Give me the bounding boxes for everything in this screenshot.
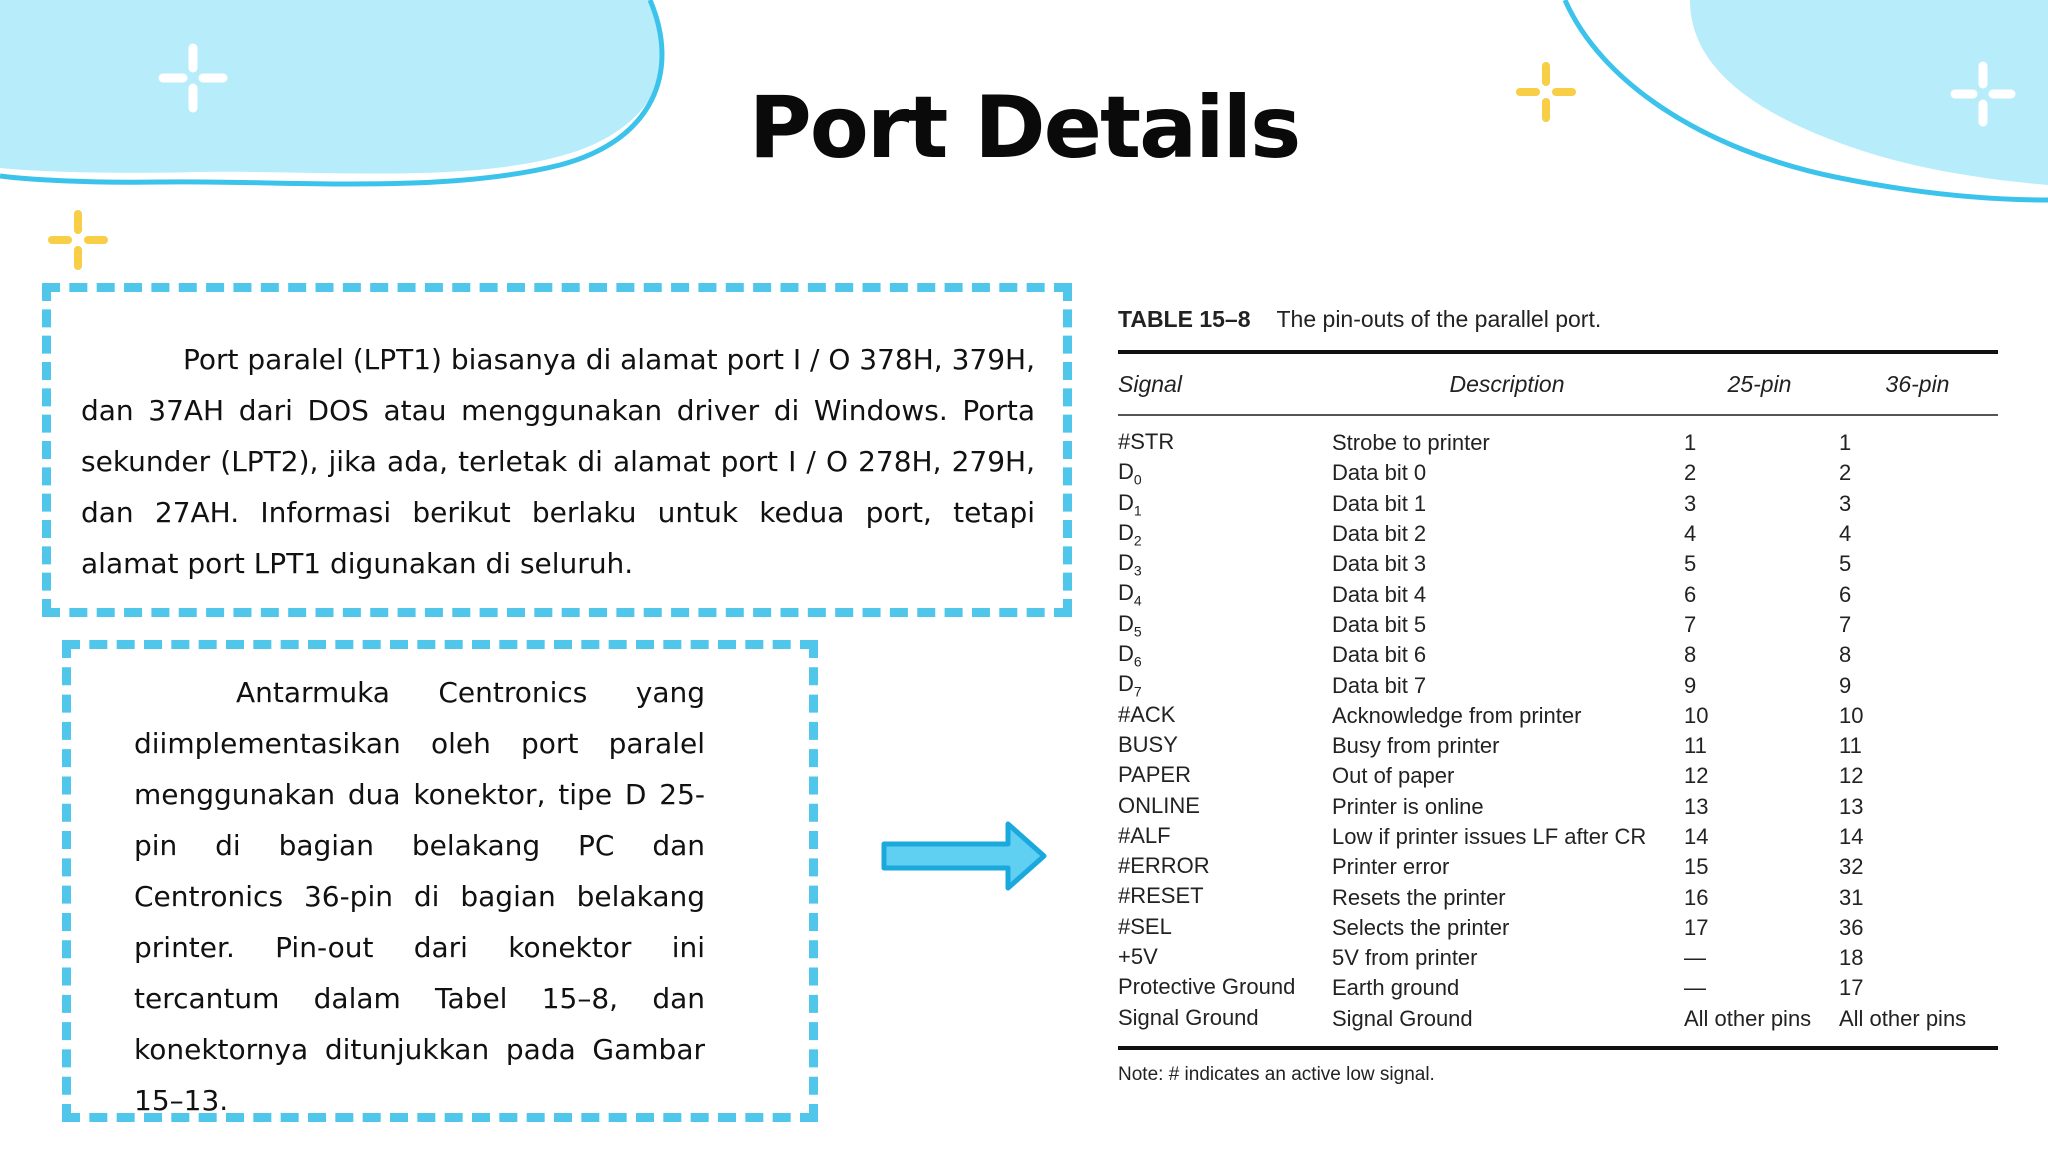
cell-25-pin: 5 — [1684, 551, 1697, 577]
table-row — [1118, 579, 1998, 609]
paragraph-centronics: Antarmuka Centronics yang diimplementasikan oleh port paralel menggunakan dua konektor, tipe D 25-pin di bagian belakang PC dan Centronics 36-pin di bagian belakang printer. Pin-out dari konektor ini tercantum dalam Tabel 15–8, dan konektornya ditunjukkan pada Gambar 15–13. — [134, 676, 705, 1117]
cell-description: Data bit 3 — [1332, 551, 1427, 577]
cell-25-pin: 16 — [1684, 884, 1709, 910]
cell-25-pin: 9 — [1684, 672, 1697, 698]
header-25-pin: 25-pin — [1727, 370, 1792, 397]
cell-36-pin: 11 — [1839, 733, 1862, 759]
table-caption — [1118, 306, 1998, 350]
cell-36-pin: 17 — [1839, 975, 1864, 1001]
cell-36-pin: 5 — [1839, 551, 1852, 577]
table-row — [1118, 549, 1998, 579]
header-36-pin: 36-pin — [1885, 370, 1950, 397]
table-header — [1118, 354, 1998, 414]
cell-description: Data bit 6 — [1332, 642, 1427, 668]
cell-36-pin: 18 — [1839, 945, 1864, 971]
cell-signal: #ALF — [1118, 822, 1171, 848]
cell-36-pin: 9 — [1839, 672, 1852, 698]
cell-36-pin: 4 — [1839, 521, 1852, 547]
table-row — [1118, 640, 1998, 670]
cell-signal: #ERROR — [1118, 853, 1210, 879]
text-box-centronics — [62, 640, 818, 1122]
cell-36-pin: 8 — [1839, 642, 1852, 668]
table-row — [1118, 761, 1998, 791]
pinout-table — [1118, 306, 1998, 1086]
cell-25-pin: 17 — [1684, 914, 1709, 940]
cell-36-pin: 3 — [1839, 490, 1852, 516]
table-row — [1118, 610, 1998, 640]
cell-signal: $D_6$ — [1118, 641, 1142, 670]
table-row — [1118, 852, 1998, 882]
cell-signal: ONLINE — [1118, 792, 1200, 818]
cell-25-pin: 10 — [1684, 702, 1709, 728]
cell-signal: BUSY — [1118, 731, 1178, 757]
cell-signal: $D_5$ — [1118, 610, 1142, 640]
cell-description: 5V from printer — [1332, 945, 1478, 971]
cell-25-pin: 6 — [1684, 581, 1697, 607]
cell-description: Printer error — [1332, 854, 1450, 880]
table-row — [1118, 973, 1998, 1003]
cell-description: Data bit 1 — [1332, 490, 1427, 516]
page-title: Port Details — [748, 78, 1300, 178]
table-row — [1118, 701, 1998, 731]
table-row — [1118, 882, 1998, 912]
sparkle-yellow-left-icon — [52, 214, 104, 266]
cell-signal: $D_0$ — [1118, 459, 1142, 488]
cell-25-pin: 8 — [1684, 642, 1697, 668]
cell-description: Data bit 7 — [1332, 672, 1427, 698]
cell-25-pin: 12 — [1684, 763, 1709, 789]
cell-25-pin: 11 — [1684, 733, 1707, 759]
cell-signal: $D_3$ — [1118, 550, 1142, 579]
table-row — [1118, 913, 1998, 943]
cell-signal: $D_2$ — [1118, 519, 1142, 549]
cell-25-pin: 2 — [1684, 460, 1697, 486]
table-row — [1118, 822, 1998, 852]
cell-signal: Signal Ground — [1118, 1004, 1259, 1030]
header-signal: Signal — [1118, 370, 1182, 397]
cell-25-pin: — — [1684, 975, 1706, 1001]
cell-25-pin: 4 — [1684, 521, 1697, 547]
cell-description: Busy from printer — [1332, 733, 1500, 759]
cell-signal: Protective Ground — [1118, 974, 1296, 1000]
table-row — [1118, 670, 1998, 700]
table-label: TABLE 15–8 — [1118, 306, 1251, 332]
cell-36-pin: 36 — [1839, 914, 1864, 940]
cell-description: Strobe to printer — [1332, 430, 1490, 456]
cell-36-pin: 10 — [1839, 702, 1864, 728]
table-note: Note: # indicates an active low signal. — [1118, 1063, 1435, 1085]
cell-36-pin: 1 — [1839, 430, 1852, 456]
text-box-lpt — [42, 283, 1072, 617]
table-row — [1118, 943, 1998, 973]
cell-signal: $D_7$ — [1118, 671, 1142, 700]
cell-signal: #SEL — [1118, 913, 1172, 939]
cell-description: Selects the printer — [1332, 914, 1510, 940]
header-description: Description — [1449, 370, 1565, 397]
cell-36-pin: 6 — [1839, 581, 1852, 607]
cell-25-pin: — — [1684, 945, 1706, 971]
cell-36-pin: 12 — [1839, 763, 1864, 789]
cell-signal: PAPER — [1118, 762, 1191, 788]
cell-signal: #ACK — [1118, 701, 1176, 727]
cell-description: Resets the printer — [1332, 884, 1506, 910]
cell-signal: #STR — [1118, 428, 1175, 454]
cell-description: Acknowledge from printer — [1332, 702, 1582, 728]
cell-description: Earth ground — [1332, 975, 1460, 1001]
table-row — [1118, 731, 1998, 761]
cell-description: Low if printer issues LF after CR — [1332, 824, 1647, 849]
cell-description: Signal Ground — [1332, 1005, 1473, 1031]
cell-description: Data bit 2 — [1332, 521, 1427, 547]
table-caption-text: The pin-outs of the parallel port. — [1276, 306, 1602, 332]
cell-36-pin: 32 — [1839, 854, 1864, 880]
cell-36-pin: 14 — [1839, 824, 1864, 849]
cell-25-pin: 14 — [1684, 824, 1709, 849]
table-row — [1118, 428, 1998, 458]
cell-signal: #RESET — [1118, 883, 1204, 909]
cell-25-pin: 13 — [1684, 793, 1709, 819]
cell-description: Data bit 0 — [1332, 460, 1427, 486]
cell-36-pin: 7 — [1839, 611, 1852, 637]
cell-25-pin: 1 — [1684, 430, 1697, 456]
cell-signal: $D_4$ — [1118, 580, 1142, 609]
cell-signal: +5V — [1118, 944, 1158, 969]
table-row — [1118, 458, 1998, 488]
cell-36-pin: 13 — [1839, 793, 1864, 819]
cell-description: Out of paper — [1332, 763, 1455, 789]
cell-signal: $D_1$ — [1118, 489, 1142, 518]
cell-description: Data bit 4 — [1332, 581, 1427, 607]
cell-25-pin: 7 — [1684, 611, 1697, 637]
cell-36-pin: 2 — [1839, 460, 1852, 486]
paragraph-lpt: Port paralel (LPT1) biasanya di alamat port I / O 378H, 379H, dan 37AH dari DOS atau menggunakan driver di Windows. Porta sekunder (LPT2), jika ada, terletak di alamat port I / O 278H, 279H, dan 27AH. Informasi berikut berlaku untuk kedua port, tetapi alamat port LPT1 digunakan di seluruh. — [81, 343, 1035, 580]
table-row — [1118, 1004, 1998, 1034]
cell-25-pin: 15 — [1684, 854, 1709, 880]
cell-36-pin: All other pins — [1839, 1005, 1967, 1031]
cell-description: Data bit 5 — [1332, 611, 1427, 637]
table-row — [1118, 792, 1998, 822]
table-body — [1118, 416, 1998, 1046]
cell-36-pin: 31 — [1839, 884, 1864, 910]
right-arrow-icon — [880, 818, 1050, 894]
cell-25-pin: All other pins — [1684, 1005, 1812, 1031]
cell-25-pin: 3 — [1684, 490, 1697, 516]
table-row — [1118, 519, 1998, 549]
cell-description: Printer is online — [1332, 793, 1484, 819]
table-row — [1118, 489, 1998, 519]
table-bottom-rule — [1118, 1046, 1998, 1050]
